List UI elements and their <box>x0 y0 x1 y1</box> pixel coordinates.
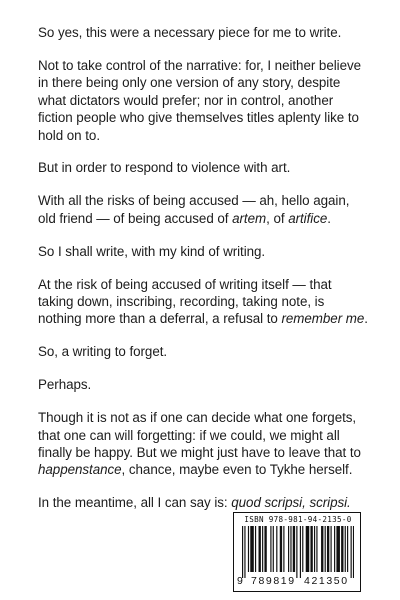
italic-text: artifice <box>288 210 328 226</box>
barcode-bar <box>242 526 243 578</box>
text-segment: So yes, this were a necessary piece for me to write. <box>38 25 342 40</box>
text-segment: , chance, maybe even to Tykhe herself. <box>121 462 353 478</box>
text-segment: . <box>327 210 331 226</box>
text-segment: . <box>364 311 368 327</box>
paragraph-5 <box>38 243 370 260</box>
barcode-bar <box>353 526 354 578</box>
barcode-bar <box>336 526 340 572</box>
barcode-bar <box>310 526 312 572</box>
barcode-bar <box>314 526 315 572</box>
barcode-bar <box>325 526 326 572</box>
barcode-bar <box>334 526 335 572</box>
text-segment: With all the risks of being accused — ah, hello again, old friend — of being accused of <box>38 193 350 226</box>
barcode-bar <box>290 526 291 572</box>
paragraph-3 <box>38 159 370 176</box>
paragraph-4 <box>38 192 370 227</box>
barcode-bar <box>276 526 277 572</box>
barcode-bar <box>331 526 332 572</box>
text-segment: At the risk of being accused of writing itself — that taking down, inscribing, recording, taking note, is nothing more than a deferral, a refusal to <box>38 276 332 327</box>
barcode-bar <box>255 526 256 572</box>
barcode-bar <box>283 526 284 572</box>
barcode-bar <box>347 526 348 572</box>
barcode-bar <box>341 526 343 572</box>
barcode-bar <box>300 526 301 578</box>
paragraph-7 <box>38 343 370 360</box>
barcode-digits-right: 421350 <box>304 575 349 587</box>
text-segment: In the meantime, all I can say is: <box>38 495 232 511</box>
barcode-bar <box>250 526 254 572</box>
text-segment: Perhaps. <box>38 377 92 393</box>
barcode-bar <box>296 526 297 578</box>
italic-text: remember me <box>281 311 365 327</box>
barcode-bar <box>273 526 274 572</box>
barcode-bar <box>244 526 245 578</box>
isbn-label: ISBN 978-981-94-2135-0 <box>244 515 352 524</box>
barcode-bar <box>248 526 249 572</box>
barcode-bars <box>242 526 354 578</box>
barcode-bar <box>316 526 317 572</box>
barcode-bar <box>321 526 323 572</box>
barcode-bar <box>264 526 266 572</box>
barcode-bar <box>280 526 282 572</box>
barcode-bar <box>270 526 271 572</box>
text-segment: Not to take control of the narrative: for, I neither believe in there being only one version of any story, despite what dictators would prefer; nor in control, another fiction people who give themselves titles aplenty like to hold on to. <box>38 57 362 143</box>
paragraph-2 <box>38 57 370 144</box>
italic-text: quod scripsi, scripsi. <box>231 495 351 511</box>
text-segment: , of <box>266 210 289 226</box>
barcode-bar <box>302 526 303 572</box>
barcode-digit-first: 9 <box>237 575 243 587</box>
text-segment: But in order to respond to violence with art. <box>38 160 291 176</box>
italic-text: artem <box>232 210 267 226</box>
italic-text: happenstance <box>38 462 122 478</box>
paragraph-10 <box>38 494 370 511</box>
barcode-bar <box>306 526 310 572</box>
paragraph-8 <box>38 376 370 393</box>
barcode-bar <box>345 526 346 572</box>
text-segment: So I shall write, with my kind of writing. <box>38 243 266 259</box>
barcode-bar <box>293 526 295 572</box>
text-segment: Though it is not as if one can decide what one forgets, that one can will forgetting: if we could, we might all finally be happy. But we might just have to leave that to <box>38 410 361 460</box>
barcode-bar <box>327 526 329 572</box>
blurb-text <box>38 24 370 527</box>
paragraph-9 <box>38 409 370 479</box>
barcode-bar <box>262 526 263 572</box>
barcode-bar <box>288 526 289 572</box>
barcode-bar <box>351 526 352 578</box>
paragraph-1 <box>38 24 370 41</box>
barcode-bar <box>259 526 261 572</box>
paragraph-6 <box>38 276 370 328</box>
text-segment: So, a writing to forget. <box>38 344 168 360</box>
barcode-digits-left: 789819 <box>251 575 296 587</box>
isbn-barcode <box>233 512 361 592</box>
